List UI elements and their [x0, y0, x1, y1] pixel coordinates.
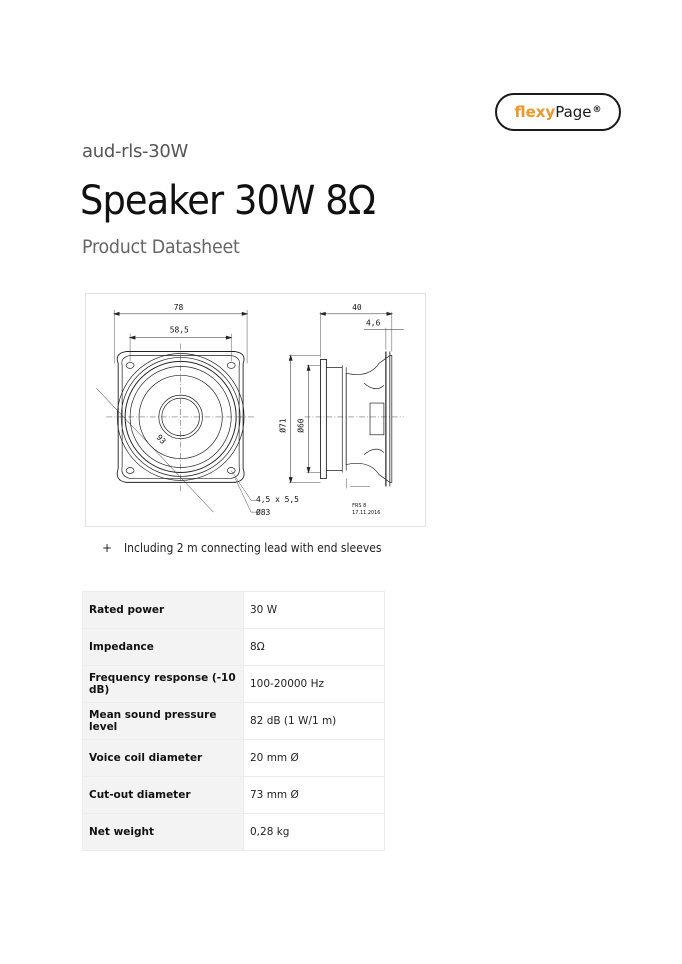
spec-label: Mean sound pressure level [83, 703, 244, 740]
specs-table [82, 591, 385, 851]
table-row [83, 703, 385, 740]
page-subtitle: Product Datasheet [82, 236, 240, 258]
spec-value: 20 mm Ø [244, 740, 385, 777]
spec-label: Impedance [83, 629, 244, 666]
logo-text-page: Page [555, 103, 592, 121]
dim-depth-label: 40 [352, 302, 362, 312]
spec-label: Cut-out diameter [83, 777, 244, 814]
table-row [83, 777, 385, 814]
spec-value: 30 W [244, 592, 385, 629]
table-row [83, 666, 385, 703]
spec-value: 73 mm Ø [244, 777, 385, 814]
spec-label: Frequency response (-10 dB) [83, 666, 244, 703]
spec-label: Voice coil diameter [83, 740, 244, 777]
dim-dia83-label: Ø83 [255, 508, 271, 518]
spec-label: Rated power [83, 592, 244, 629]
product-sku: aud-rls-30W [82, 141, 189, 162]
dim-flange-label: 4,6 [366, 318, 381, 328]
logo-registered-mark: ® [592, 105, 602, 115]
logo-text-flexy: flexy [514, 103, 556, 121]
table-row [83, 629, 385, 666]
dim-diagonal-label: 93 [154, 432, 168, 446]
note-bullet: + [102, 541, 113, 555]
drawing-ref-label: FRS 8 [352, 503, 367, 510]
page-title: Speaker 30W 8Ω [80, 178, 375, 224]
spec-value: 100-20000 Hz [244, 666, 385, 703]
table-row [83, 592, 385, 629]
dim-width-label: 78 [173, 302, 184, 312]
spec-value: 82 dB (1 W/1 m) [244, 703, 385, 740]
dim-dia71-label: Ø71 [278, 418, 288, 433]
note-item [102, 541, 410, 555]
drawing-date-label: 17.11.2016 [352, 510, 381, 517]
spec-value: 8Ω [244, 629, 385, 666]
dim-slot-label: 4,5 x 5,5 [255, 495, 299, 505]
table-row [83, 740, 385, 777]
spec-value: 0,28 kg [244, 814, 385, 851]
dim-dia60-label: Ø60 [296, 418, 306, 433]
spec-label: Net weight [83, 814, 244, 851]
speaker-dimension-drawing [86, 294, 425, 526]
flexypage-logo [495, 93, 621, 131]
dim-hole-spacing-label: 58,5 [169, 325, 189, 335]
technical-drawing [85, 293, 426, 527]
note-text: Including 2 m connecting lead with end sleeves [124, 541, 382, 555]
table-row [83, 814, 385, 851]
